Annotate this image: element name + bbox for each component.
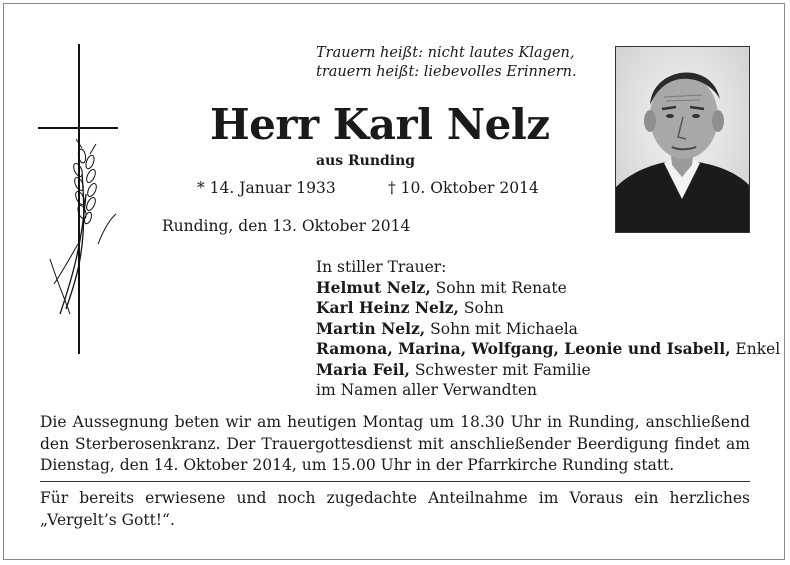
birth-date: * 14. Januar 1933 [197,179,336,197]
mourner-name: Ramona, Marina, Wolfgang, Leonie und Isabell, [316,339,731,358]
thanks-text: Für bereits erwiesene und noch zugedachte Anteilnahme im Voraus ein herzliches „Vergelt’s Gott!“. [40,489,750,529]
mourner-row [316,278,780,299]
funeral-info: Die Aussegnung beten wir am heutigen Montag um 18.30 Uhr in Runding, anschließend den Sterberosenkranz. Der Trauergottesdienst mit anschließender Beerdigung findet am Dienstag, den 14. Oktober 2014, um 15.00 Uhr in der Pfarrkirche Runding statt. [40,413,750,474]
mourner-row [316,298,780,319]
mourner-relation: Sohn mit Renate [430,278,567,297]
mourner-name: Karl Heinz Nelz, [316,298,459,317]
portrait-photo [615,46,750,233]
mourner-row [316,360,780,381]
mourner-row [316,339,780,360]
death-date: † 10. Oktober 2014 [388,179,539,197]
mourners-closing: im Namen aller Verwandten [316,381,537,399]
mourner-name: Martin Nelz, [316,318,426,338]
mourner-name: Maria Feil, [316,359,410,379]
deceased-origin: aus Runding [316,153,416,169]
mourners-list [316,257,780,401]
dateline: Runding, den 13. Oktober 2014 [162,217,411,235]
divider [40,481,750,482]
mourner-row [316,319,780,340]
mourner-relation: Sohn [458,299,504,317]
mourners-intro: In stiller Trauer: [316,258,447,276]
mourner-name: Helmut Nelz, [316,277,431,297]
cross-with-wheat-icon [38,44,128,356]
portrait-image [616,47,749,232]
mourner-relation: Sohn mit Michaela [425,319,578,338]
quote [316,44,606,82]
deceased-name: Herr Karl Nelz [210,100,550,149]
mourner-relation: Enkel [730,340,781,358]
mourner-relation: Schwester mit Familie [409,360,591,379]
quote-line-2: trauern heißt: liebevolles Erinnern. [316,64,577,80]
quote-line-1: Trauern heißt: nicht lautes Klagen, [316,45,575,61]
